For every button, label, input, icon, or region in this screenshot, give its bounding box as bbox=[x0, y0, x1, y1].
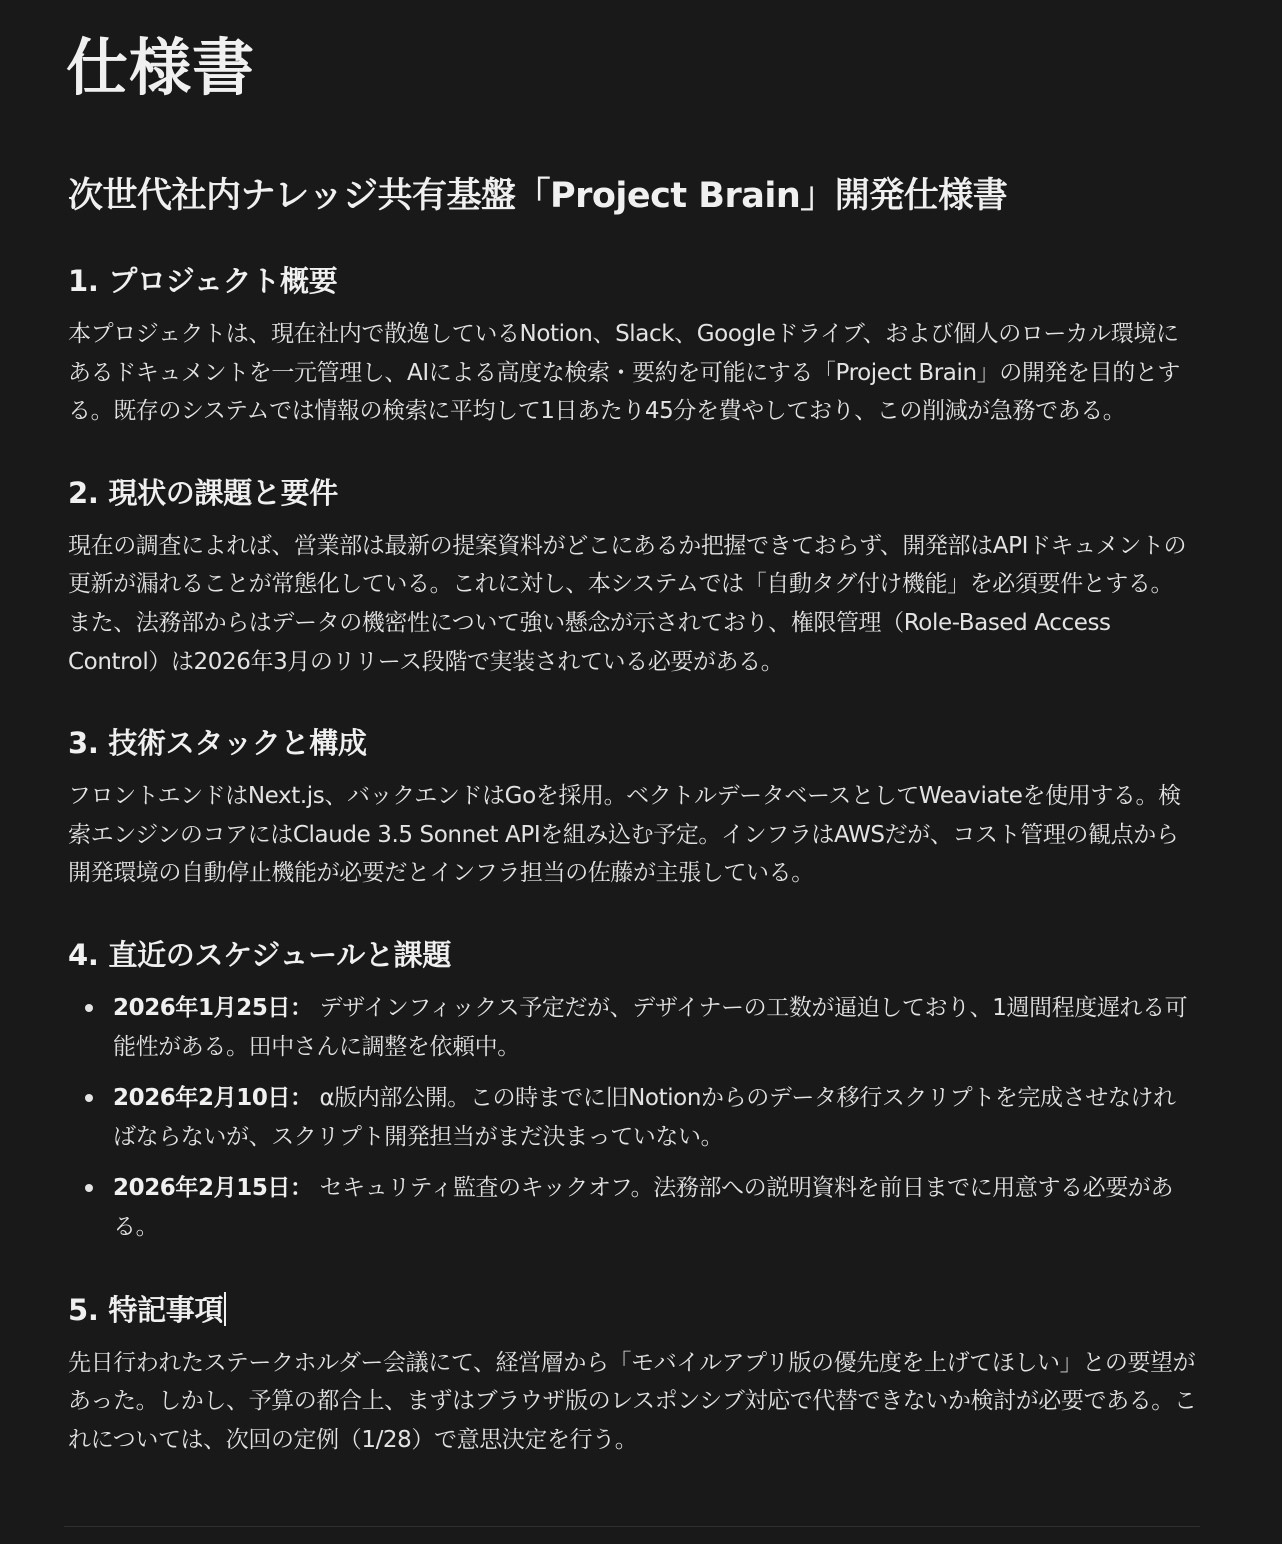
schedule-text: デザインフィックス予定だが、デザイナーの工数が逼迫しており、1週間程度遅れる可能性がある。田中さんに調整を依頼中。 bbox=[113, 994, 1188, 1060]
schedule-text: α版内部公開。この時までに旧Notionからのデータ移行スクリプトを完成させなければならないが、スクリプト開発担当がまだ決まっていない。 bbox=[113, 1085, 1176, 1150]
schedule-date: 2026年2月15日： bbox=[113, 1175, 313, 1202]
issues-paragraph[interactable]: 現在の調査によれば、営業部は最新の提案資料がどこにあるか把握できておらず、開発部はAPIドキュメントの更新が漏れることが常態化している。これに対し、本システムでは「自動タグ付け機能」を必須要件とする。 bbox=[68, 532, 1187, 598]
list-item[interactable] bbox=[68, 1169, 1198, 1246]
list-item[interactable] bbox=[68, 989, 1198, 1066]
document-body[interactable] bbox=[68, 166, 1198, 1459]
schedule-date: 2026年1月25日： bbox=[113, 994, 313, 1021]
schedule-list bbox=[68, 989, 1198, 1247]
overview-paragraph[interactable]: 本プロジェクトは、現在社内で散逸しているNotion、Slack、Googleドライブ、および個人のローカル環境にあるドキュメントを一元管理し、AIによる高度な検索・要約を可能にする「Project Brain」の開発を目的とする。既存のシステムでは情報の検索に平均して1日あたり45分を費やしており、この削減が急務である。 bbox=[68, 321, 1181, 425]
document-title[interactable]: 次世代社内ナレッジ共有基盤「Project Brain」開発仕様書 bbox=[68, 176, 1008, 216]
schedule-text: セキュリティ監査のキックオフ。法務部への説明資料を前日までに用意する必要がある。 bbox=[113, 1175, 1174, 1240]
notes-heading-text: 5. 特記事項 bbox=[68, 1292, 224, 1327]
notes-paragraph[interactable]: 先日行われたステークホルダー会議にて、経営層から「モバイルアプリ版の優先度を上げてほしい」との要望があった。しかし、予算の都合上、まずはブラウザ版のレスポンシブ対応で代替できないか検討が必要である。これについては、次回の定例（1/28）で意思決定を行う。 bbox=[68, 1349, 1197, 1453]
bullet-icon bbox=[85, 1004, 93, 1012]
issues-paragraph-legal[interactable]: また、法務部からはデータの機密性について強い懸念が示されており、権限管理（Role-Based Access Control）は2026年3月のリリース段階で実装されている必要がある。 bbox=[68, 609, 1111, 675]
bottom-divider bbox=[64, 1526, 1200, 1527]
section-heading-issues[interactable]: 2. 現状の課題と要件 bbox=[68, 475, 338, 510]
section-heading-notes[interactable] bbox=[68, 1286, 1198, 1334]
page-title[interactable]: 仕様書 bbox=[66, 31, 256, 104]
bullet-icon bbox=[85, 1184, 93, 1192]
section-heading-schedule[interactable]: 4. 直近のスケジュールと課題 bbox=[68, 937, 452, 972]
section-heading-overview[interactable]: 1. プロジェクト概要 bbox=[68, 264, 338, 298]
bullet-icon bbox=[85, 1094, 93, 1102]
section-heading-tech-stack[interactable]: 3. 技術スタックと構成 bbox=[68, 726, 367, 761]
list-item[interactable] bbox=[68, 1079, 1198, 1156]
schedule-date: 2026年2月10日： bbox=[113, 1085, 313, 1112]
text-cursor bbox=[224, 1292, 226, 1326]
tech-stack-paragraph[interactable]: フロントエンドはNext.js、バックエンドはGoを採用。ベクトルデータベースとしてWeaviateを使用する。検索エンジンのコアにはClaude 3.5 Sonnet APIを組み込む予定。インフラはAWSだが、コスト管理の観点から開発環境の自動停止機能が必要だとインフラ担当の佐藤が主張している。 bbox=[68, 783, 1181, 887]
